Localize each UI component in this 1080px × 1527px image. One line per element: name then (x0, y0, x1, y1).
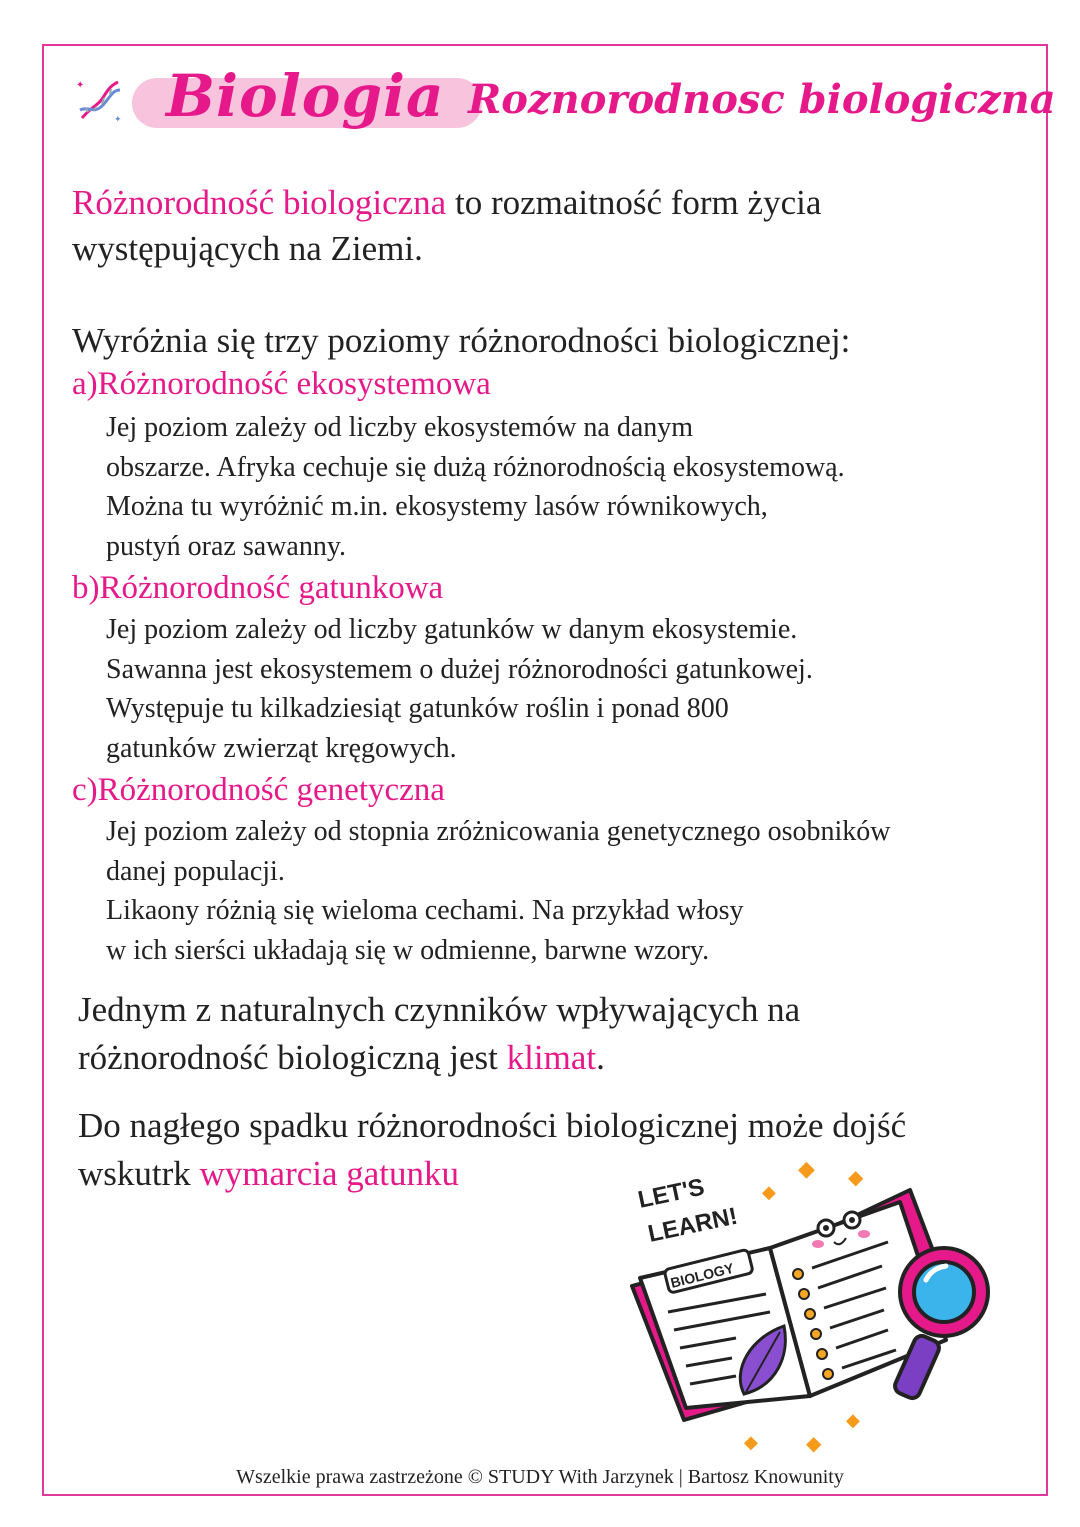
intro-paragraph (72, 180, 821, 272)
level-c-line: danej populacji. (106, 855, 285, 887)
caption-line2: LEARN! (645, 1202, 740, 1248)
level-c-line: Likaony różnią się wieloma cechami. Na przykład włosy (106, 895, 744, 926)
level-c-line: Jej poziom zależy od stopnia zróżnicowania genetycznego osobników (106, 816, 891, 847)
closing1-line1: Jednym z naturalnych czynników wpływających na (78, 990, 801, 1029)
closing2-line1: Do nagłego spadku różnorodności biologicznej może dojść (78, 1106, 907, 1145)
closing1-suffix: . (596, 1038, 605, 1077)
climate-highlight: klimat (506, 1038, 597, 1077)
level-b-line: Sawanna jest ekosystemem o dużej różnorodności gatunkowej. (106, 653, 813, 685)
closing2-prefix: wskutrk (78, 1154, 200, 1193)
sparkle-icon: ◆ (798, 1157, 815, 1182)
topic-title: Roznorodnosc biologiczna (468, 76, 1056, 123)
svg-text:✦: ✦ (114, 115, 122, 125)
level-b-body (106, 610, 813, 768)
intro-term: Różnorodność biologiczna (72, 183, 447, 222)
level-a-line: obszarze. Afryka cechuje się dużą różnorodnością ekosystemową. (106, 451, 845, 483)
level-b-line: gatunków zwierząt kręgowych. (106, 732, 457, 764)
level-a-line: Jej poziom zależy od liczby ekosystemów na danym (106, 412, 694, 443)
intro-line2: występujących na Ziemi. (72, 229, 423, 268)
sparkle-icon: ◆ (806, 1431, 822, 1455)
level-b-line: Jej poziom zależy od liczby gatunków w danym ekosystemie. (106, 614, 798, 645)
caption-line1: LET'S (635, 1173, 707, 1214)
closing1-prefix: różnorodność biologiczną jest (78, 1038, 507, 1077)
level-c-line: w ich sierści układają się w odmienne, barwne wzory. (106, 934, 710, 966)
sparkle-icon: ◆ (848, 1165, 864, 1189)
level-a-heading: a)Różnorodność ekosystemowa (72, 366, 491, 402)
closing-paragraph-climate (78, 986, 800, 1082)
book-illustration (620, 1150, 1000, 1470)
extinction-highlight: wymarcia gatunku (199, 1154, 460, 1193)
level-a-line: Można tu wyróżnić m.in. ekosystemy lasów równikowych, (106, 491, 768, 522)
level-c-body (106, 812, 891, 970)
level-c-heading: c)Różnorodność genetyczna (72, 772, 445, 808)
sparkle-icon: ◆ (744, 1432, 758, 1453)
level-a-body (106, 408, 845, 566)
intro-rest: to rozmaitność form życia (446, 183, 822, 222)
level-a-line: pustyń oraz sawanny. (106, 530, 347, 562)
header (70, 62, 1056, 152)
level-b-line: Występuje tu kilkadziesiąt gatunków roślin i ponad 800 (106, 693, 729, 724)
footer-copyright: Wszelkie prawa zastrzeżone © STUDY With Jarzynek | Bartosz Knowunity (236, 1466, 844, 1488)
dna-icon (74, 76, 124, 126)
book-label: BIOLOGY (668, 1259, 736, 1291)
sparkle-icon: ◆ (762, 1182, 776, 1203)
level-b-heading: b)Różnorodność gatunkowa (72, 570, 444, 606)
levels-title: Wyróżnia się trzy poziomy różnorodności biologicznej: (72, 321, 851, 360)
sparkle-icon: ◆ (846, 1410, 860, 1431)
svg-text:✦: ✦ (76, 80, 85, 91)
subject-title: Biologia (166, 62, 445, 130)
